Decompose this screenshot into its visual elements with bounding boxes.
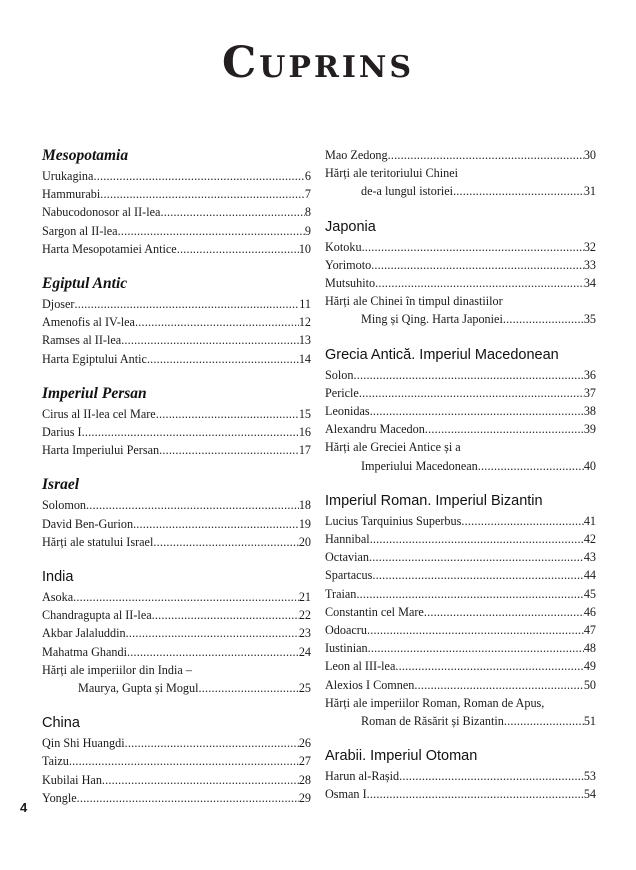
toc-entry-label-continued: Imperiului Macedonean bbox=[361, 458, 478, 473]
toc-entry[interactable] bbox=[325, 238, 596, 256]
toc-entry-label: Hărți ale teritoriului Chinei bbox=[325, 166, 459, 181]
toc-entry-page: 9 bbox=[304, 223, 311, 238]
toc-entry-label: Mahatma Ghandi bbox=[42, 644, 127, 659]
toc-entry-page: 21 bbox=[298, 590, 311, 605]
toc-entry-label: Hannibal bbox=[325, 532, 370, 547]
leader-dots bbox=[77, 789, 299, 807]
leader-dots bbox=[69, 752, 299, 770]
toc-entry-page: 54 bbox=[583, 787, 596, 802]
leader-dots bbox=[199, 679, 299, 697]
toc-entry-page: 34 bbox=[583, 276, 596, 291]
toc-entry-label: Solon bbox=[325, 367, 354, 382]
toc-entry-label: Alexandru Macedon bbox=[325, 422, 425, 437]
toc-entry[interactable] bbox=[42, 496, 311, 514]
leader-dots bbox=[135, 313, 299, 331]
toc-entry-label: Nabucodonosor al II-lea bbox=[42, 205, 161, 220]
toc-entry[interactable] bbox=[325, 402, 596, 420]
toc-entry[interactable] bbox=[42, 734, 311, 752]
toc-entry[interactable] bbox=[325, 585, 596, 603]
toc-entry-page: 8 bbox=[304, 205, 311, 220]
leader-dots bbox=[133, 515, 299, 533]
toc-entry-page: 40 bbox=[583, 458, 596, 473]
leader-dots bbox=[504, 712, 584, 730]
toc-entry-label: Mao Zedong bbox=[325, 148, 388, 162]
toc-entry[interactable] bbox=[42, 752, 311, 770]
leader-dots bbox=[503, 310, 584, 328]
toc-entry[interactable] bbox=[325, 621, 596, 639]
toc-entry-page: 31 bbox=[583, 184, 596, 199]
toc-entry-page: 25 bbox=[298, 681, 311, 696]
toc-entry-page: 35 bbox=[583, 312, 596, 327]
leader-dots bbox=[356, 585, 583, 603]
section-title: Arabii. Imperiul Otoman bbox=[325, 748, 478, 765]
toc-entry-label: Kubilai Han bbox=[42, 772, 102, 787]
leader-dots bbox=[372, 566, 583, 584]
toc-section bbox=[325, 146, 596, 201]
toc-entry-page: 41 bbox=[583, 513, 596, 528]
toc-entry-page: 46 bbox=[583, 604, 596, 619]
toc-entry-label: Leonidas bbox=[325, 404, 370, 419]
toc-entry-page: 26 bbox=[298, 736, 311, 751]
toc-entry[interactable] bbox=[42, 295, 311, 313]
toc-entry-label: Mutsuhito bbox=[325, 276, 376, 291]
leader-dots bbox=[369, 548, 584, 566]
toc-entry-label: Spartacus bbox=[325, 568, 373, 583]
leader-dots bbox=[395, 657, 583, 675]
toc-entry-label: Hărți ale imperiilor Roman, Roman de Apus, bbox=[325, 695, 545, 710]
section-title: Mesopotamia bbox=[42, 147, 129, 164]
toc-entry-page: 15 bbox=[298, 406, 311, 421]
toc-entry[interactable] bbox=[42, 240, 311, 258]
toc-entry-label: Odoacru bbox=[325, 623, 367, 638]
toc-entry-label: Sargon al II-lea bbox=[42, 223, 118, 238]
leader-dots bbox=[160, 203, 304, 221]
toc-entry[interactable] bbox=[325, 712, 596, 730]
toc-entry-label: Harta Mesopotamiei Antice bbox=[42, 241, 177, 256]
toc-entry-label: Yorimoto bbox=[325, 257, 372, 272]
toc-section bbox=[42, 475, 311, 551]
section-title: Imperiul Persan bbox=[42, 384, 147, 402]
toc-entry[interactable] bbox=[325, 146, 596, 164]
toc-entry-page: 12 bbox=[298, 315, 311, 330]
toc-entry-label: Akbar Jalaluddin bbox=[42, 626, 126, 641]
section-title: India bbox=[42, 569, 74, 586]
leader-dots bbox=[370, 530, 584, 548]
toc-entry-page: 32 bbox=[583, 239, 596, 254]
toc-entry[interactable] bbox=[42, 771, 311, 789]
toc-section bbox=[325, 491, 596, 730]
toc-entry[interactable] bbox=[42, 405, 311, 423]
leader-dots bbox=[82, 423, 299, 441]
toc-entry[interactable] bbox=[325, 366, 596, 384]
toc-entry[interactable] bbox=[325, 639, 596, 657]
leader-dots bbox=[478, 457, 584, 475]
toc-section bbox=[42, 146, 311, 258]
section-title: Japonia bbox=[325, 218, 376, 235]
toc-entry-label: Urukagina bbox=[42, 169, 94, 183]
toc-entry-page: 37 bbox=[583, 385, 596, 400]
toc-entry-page: 51 bbox=[583, 714, 596, 729]
toc-entry-label: Qin Shi Huangdi bbox=[42, 736, 125, 751]
toc-section bbox=[42, 384, 311, 460]
section-title: Israel bbox=[42, 476, 80, 494]
toc-entry-page: 10 bbox=[298, 241, 311, 256]
toc-entry[interactable] bbox=[325, 566, 596, 584]
toc-entry-label: Amenofis al IV-lea bbox=[42, 315, 135, 330]
leader-dots bbox=[121, 331, 299, 349]
toc-entry[interactable] bbox=[42, 533, 311, 551]
section-title: Imperiul Roman. Imperiul Bizantin bbox=[325, 492, 543, 509]
toc-entry-label: Ramses al II-lea bbox=[42, 333, 122, 348]
leader-dots bbox=[126, 624, 299, 642]
toc-section bbox=[325, 746, 596, 803]
toc-entry-page: 33 bbox=[583, 257, 596, 272]
toc-entry-page: 30 bbox=[583, 148, 596, 162]
leader-dots bbox=[367, 621, 584, 639]
toc-entry-page: 49 bbox=[583, 659, 596, 674]
toc-entry-page: 29 bbox=[298, 790, 311, 805]
section-title: Grecia Antică. Imperiul Macedonean bbox=[325, 346, 559, 363]
toc-entry[interactable] bbox=[325, 548, 596, 566]
toc-entry[interactable] bbox=[325, 256, 596, 274]
leader-dots bbox=[359, 384, 584, 402]
leader-dots bbox=[424, 603, 584, 621]
page-number: 4 bbox=[20, 800, 28, 815]
toc-entry[interactable] bbox=[325, 457, 596, 475]
toc-entry[interactable] bbox=[325, 657, 596, 675]
toc-entry-page: 50 bbox=[583, 677, 596, 692]
toc-entry[interactable] bbox=[42, 331, 311, 349]
toc-entry-label: Hărți ale Chinei în timpul dinastiilor bbox=[325, 294, 503, 309]
leader-dots bbox=[375, 274, 584, 292]
toc-entry-page: 39 bbox=[583, 422, 596, 437]
toc-entry-label-continued: de-a lungul istoriei bbox=[361, 184, 454, 199]
toc-entry-label: Kotoku bbox=[325, 239, 362, 254]
leader-dots bbox=[399, 767, 584, 785]
leader-dots bbox=[414, 676, 583, 694]
leader-dots bbox=[125, 734, 299, 752]
toc-entry-page: 18 bbox=[298, 498, 311, 513]
toc-entry[interactable] bbox=[42, 441, 311, 459]
toc-entry-label: Pericle bbox=[325, 385, 359, 400]
toc-entry-page: 7 bbox=[304, 187, 311, 202]
toc-entry-page: 23 bbox=[298, 626, 311, 641]
leader-dots bbox=[153, 533, 298, 551]
toc-entry[interactable] bbox=[42, 624, 311, 642]
toc-entry-label: Hărți ale statului Israel bbox=[42, 534, 154, 549]
toc-entry-page: 48 bbox=[583, 641, 596, 656]
toc-entry-page: 27 bbox=[298, 754, 311, 769]
toc-entry-page: 28 bbox=[298, 772, 311, 787]
toc-section bbox=[325, 217, 596, 329]
toc-entry-page: 47 bbox=[583, 623, 596, 638]
leader-dots bbox=[159, 441, 299, 459]
toc-entry[interactable] bbox=[325, 767, 596, 785]
leader-dots bbox=[370, 402, 584, 420]
leader-dots bbox=[362, 238, 584, 256]
toc-entry-page: 42 bbox=[583, 532, 596, 547]
toc-entry-page: 45 bbox=[583, 586, 596, 601]
toc-section bbox=[42, 713, 311, 807]
toc-section bbox=[42, 567, 311, 697]
toc-entry-label-continued: Roman de Răsărit și Bizantin bbox=[361, 714, 504, 729]
toc-entry-page: 14 bbox=[298, 351, 311, 366]
toc-section bbox=[42, 274, 311, 368]
leader-dots bbox=[156, 405, 299, 423]
leader-dots bbox=[388, 146, 584, 164]
toc-entry-page: 36 bbox=[583, 367, 596, 382]
toc-entry-page: 16 bbox=[298, 425, 311, 440]
toc-entry-label: Leon al III-lea bbox=[325, 659, 396, 674]
toc-entry-page: 22 bbox=[298, 608, 311, 623]
toc-entry-label: Harta Egiptului Antic bbox=[42, 351, 147, 366]
leader-dots bbox=[102, 771, 299, 789]
leader-dots bbox=[453, 182, 584, 200]
toc-entry-label: Octavian bbox=[325, 550, 369, 565]
toc-entry-page: 11 bbox=[299, 297, 311, 312]
toc-entry[interactable] bbox=[42, 789, 311, 807]
toc-entry-label-continued: Ming și Qing. Harta Japoniei bbox=[361, 312, 503, 327]
toc-section bbox=[325, 345, 596, 475]
toc-entry-page: 53 bbox=[583, 769, 596, 784]
toc-entry-label: Taizu bbox=[42, 754, 69, 769]
toc-entry-label: Djoser bbox=[42, 297, 75, 312]
leader-dots bbox=[118, 222, 305, 240]
toc-entry-label: Chandragupta al II-lea bbox=[42, 608, 152, 623]
leader-dots bbox=[425, 420, 584, 438]
toc-entry-page: 19 bbox=[298, 516, 311, 531]
toc-entry-label: Hărți ale imperiilor din India – bbox=[42, 662, 192, 677]
section-title: Egiptul Antic bbox=[42, 275, 128, 293]
toc-entry[interactable] bbox=[325, 384, 596, 402]
toc-entry-label-continued: Maurya, Gupta și Mogul bbox=[78, 681, 199, 696]
leader-dots bbox=[86, 496, 299, 514]
toc-column-right bbox=[325, 146, 596, 820]
page-title: Cuprins bbox=[222, 38, 414, 88]
toc-entry-label: Alexios I Comnen bbox=[325, 677, 415, 692]
toc-entry[interactable] bbox=[325, 676, 596, 694]
leader-dots bbox=[367, 785, 584, 803]
leader-dots bbox=[73, 588, 299, 606]
toc-entry-label: Traian bbox=[325, 586, 357, 601]
section-title: China bbox=[42, 715, 80, 732]
toc-entry-label: Cirus al II-lea cel Mare bbox=[42, 406, 156, 421]
toc-entry[interactable] bbox=[325, 310, 596, 328]
toc-entry[interactable] bbox=[42, 222, 311, 240]
toc-entry-label: David Ben-Gurion bbox=[42, 516, 134, 531]
toc-entry[interactable] bbox=[42, 423, 311, 441]
toc-entry[interactable] bbox=[42, 185, 311, 203]
toc-entry-label: Hammurabi bbox=[42, 187, 101, 202]
leader-dots bbox=[100, 185, 305, 203]
toc-entry[interactable] bbox=[42, 515, 311, 533]
toc-entry-label: Lucius Tarquinius Superbus bbox=[325, 513, 462, 528]
leader-dots bbox=[461, 512, 583, 530]
toc-entry[interactable] bbox=[42, 203, 311, 221]
toc-entry[interactable] bbox=[325, 603, 596, 621]
toc-entry[interactable] bbox=[42, 588, 311, 606]
toc-entry-page: 24 bbox=[298, 644, 311, 659]
toc-entry-page: 44 bbox=[583, 568, 596, 583]
leader-dots bbox=[177, 240, 299, 258]
leader-dots bbox=[353, 366, 583, 384]
toc-entry-label: Constantin cel Mare bbox=[325, 604, 424, 619]
toc-entry-label: Hărți ale Greciei Antice și a bbox=[325, 440, 461, 455]
toc-entry[interactable] bbox=[325, 512, 596, 530]
toc-entry-page: 43 bbox=[583, 550, 596, 565]
leader-dots bbox=[152, 606, 299, 624]
toc-entry-page: 6 bbox=[304, 169, 311, 183]
toc-entry[interactable] bbox=[42, 313, 311, 331]
leader-dots bbox=[75, 295, 300, 313]
toc-entry[interactable] bbox=[325, 182, 596, 200]
toc-entry-label: Harun al-Rașid bbox=[325, 769, 400, 784]
toc-entry-label: Yongle bbox=[42, 790, 77, 805]
toc-entry-label: Osman I bbox=[325, 787, 367, 802]
leader-dots bbox=[147, 350, 299, 368]
toc-entry-label: Iustinian bbox=[325, 641, 368, 656]
toc-entry-label: Harta Imperiului Persan bbox=[42, 443, 160, 458]
toc-entry[interactable] bbox=[42, 350, 311, 368]
toc-entry[interactable] bbox=[325, 420, 596, 438]
toc-entry-page: 38 bbox=[583, 404, 596, 419]
toc-column-left bbox=[42, 146, 311, 823]
leader-dots bbox=[127, 643, 299, 661]
leader-dots bbox=[93, 167, 304, 185]
toc-entry[interactable] bbox=[42, 606, 311, 624]
toc-entry[interactable] bbox=[325, 785, 596, 803]
toc-entry-label: Darius I bbox=[42, 425, 82, 440]
leader-dots bbox=[371, 256, 584, 274]
toc-entry-label: Asoka bbox=[42, 590, 74, 605]
toc-entry[interactable] bbox=[42, 167, 311, 185]
toc-entry[interactable] bbox=[325, 530, 596, 548]
toc-entry[interactable] bbox=[42, 643, 311, 661]
toc-entry[interactable] bbox=[42, 679, 311, 697]
toc-entry-page: 17 bbox=[298, 443, 311, 458]
toc-entry-page: 13 bbox=[298, 333, 311, 348]
toc-entry[interactable] bbox=[325, 274, 596, 292]
toc-entry-page: 20 bbox=[298, 534, 311, 549]
toc-entry-label: Solomon bbox=[42, 498, 87, 513]
leader-dots bbox=[368, 639, 584, 657]
